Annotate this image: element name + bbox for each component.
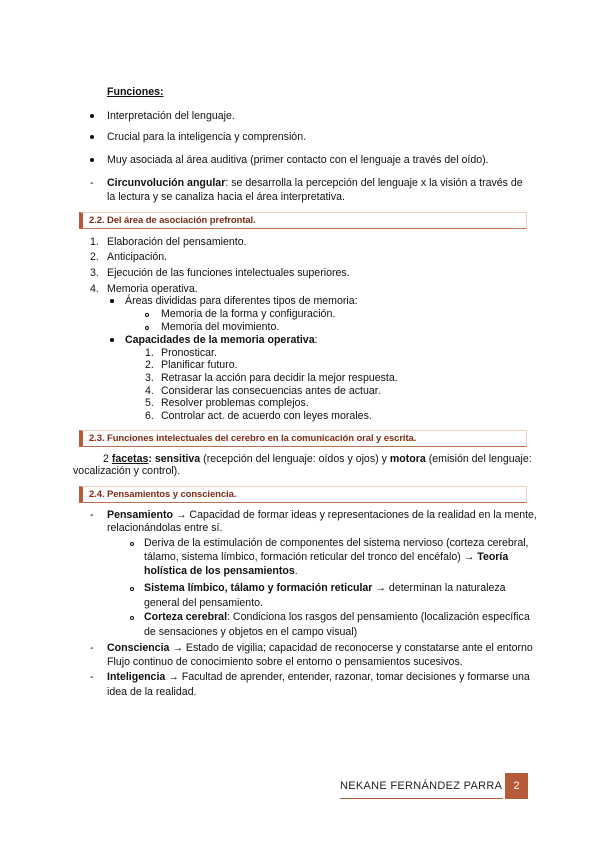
cap-item: Pronosticar. [161,347,217,359]
bullet-icon [90,158,94,162]
cap-number: 3. [145,372,154,384]
ring-bullet-icon [130,587,134,591]
circunvolucion-line-1: Circunvolución angular: se desarrolla la percepción del lenguaje x la visión a través de [107,177,523,189]
cap-item: Resolver problemas complejos. [161,397,309,409]
pensamiento-line-2: relacionándolas entre sí. [107,522,223,534]
sub3-line-1: Corteza cerebral: Condiciona los rasgos del pensamiento (localización específica [144,611,530,623]
list-item: Anticipación. [107,251,168,263]
sub2-line-2: general del pensamiento. [144,597,263,609]
consciencia-line-1: Consciencia → Estado de vigilia; capacidad de reconocerse y constatarse ante el entorno [107,642,533,654]
list-number: 3. [90,267,99,279]
section-title: 2.4. Pensamientos y consciencia. [89,489,237,500]
list-item: Memoria operativa. [107,283,198,295]
cap-number: 5. [145,397,154,409]
pensamiento-line-1: Pensamiento → Capacidad de formar ideas y representaciones de la realidad en la mente, [107,509,537,521]
list-number: 2. [90,251,99,263]
cap-item: Retrasar la acción para decidir la mejor respuesta. [161,372,398,384]
sub1-line-3: holística de los pensamientos. [144,565,298,577]
cap-item: Considerar las consecuencias antes de actuar. [161,385,381,397]
facetas-line-2: vocalización y control). [73,465,181,477]
arrow-icon: → [375,582,386,594]
funciones-item: Interpretación del lenguaje. [107,110,235,122]
cap-number: 1. [145,347,154,359]
list-number: 1. [90,236,99,248]
cap-number: 4. [145,385,154,397]
ring-bullet-icon [145,326,149,330]
areas-sub-item: Memoria de la forma y configuración. [161,308,336,320]
dash-marker: - [90,177,94,189]
arrow-icon: → [168,671,179,683]
inteligencia-line-1: Inteligencia → Facultad de aprender, entender, razonar, tomar decisiones y formarse una [107,671,530,683]
ring-bullet-icon [145,313,149,317]
inteligencia-line-2: idea de la realidad. [107,686,197,698]
arrow-icon: → [175,509,187,521]
funciones-title: Funciones: [107,86,164,98]
consciencia-line-2: Flujo continuo de conocimiento sobre el entorno o pensamientos sucesivos. [107,656,463,668]
ring-bullet-icon [130,542,134,546]
dash-marker: - [90,671,94,683]
section-header-2-4 [79,486,527,503]
cap-number: 2. [145,359,154,371]
cap-item: Controlar act. de acuerdo con leyes morales. [161,410,372,422]
areas-sub-item: Memoria del movimiento. [161,321,280,333]
list-item: Ejecución de las funciones intelectuales superiores. [107,267,350,279]
bullet-icon [90,135,94,139]
section-title: 2.2. Del área de asociación prefrontal. [89,215,256,226]
footer-author: NEKANE FERNÁNDEZ PARRA [340,780,503,792]
sub1-line-1: Deriva de la estimulación de componentes del sistema nervioso (corteza cerebral, [144,537,529,549]
facetas-line-1: 2 facetas: sensitiva (recepción del lenguaje: oídos y ojos) y motora (emisión del lenguaje: [103,453,532,465]
ring-bullet-icon [130,616,134,620]
section-header-2-2 [79,212,527,229]
dash-marker: - [90,509,94,521]
bullet-icon [110,338,114,342]
section-title: 2.3. Funciones intelectuales del cerebro en la comunicación oral y escrita. [89,433,417,444]
bullet-icon [110,299,114,303]
footer-divider [340,798,503,799]
cap-number: 6. [145,410,154,422]
dash-marker: - [90,642,94,654]
bullet-icon [90,114,94,118]
cap-item: Planificar futuro. [161,359,238,371]
areas-item: Áreas divididas para diferentes tipos de memoria: [125,295,358,307]
arrow-icon: → [172,642,183,654]
list-item: Elaboración del pensamiento. [107,236,247,248]
arrow-icon: → [463,551,475,563]
circunvolucion-line-2: la lectura y se canaliza hacia el área interpretativa. [107,191,345,203]
funciones-item: Crucial para la inteligencia y comprensión. [107,131,307,143]
sub2-line-1: Sistema límbico, tálamo y formación reticular → determinan la naturaleza [144,582,506,594]
funciones-item: Muy asociada al área auditiva (primer contacto con el lenguaje a través del oído). [107,154,489,166]
section-header-2-3 [79,430,527,447]
list-number: 4. [90,283,99,295]
sub3-line-2: de sensaciones y objetos en el campo visual) [144,626,358,638]
capacidades-item: Capacidades de la memoria operativa: [125,334,318,346]
sub1-line-2: tálamo, sistema límbico, formación reticular del tronco del encéfalo) → Teoría [144,551,509,563]
page-number-badge: 2 [505,773,528,799]
